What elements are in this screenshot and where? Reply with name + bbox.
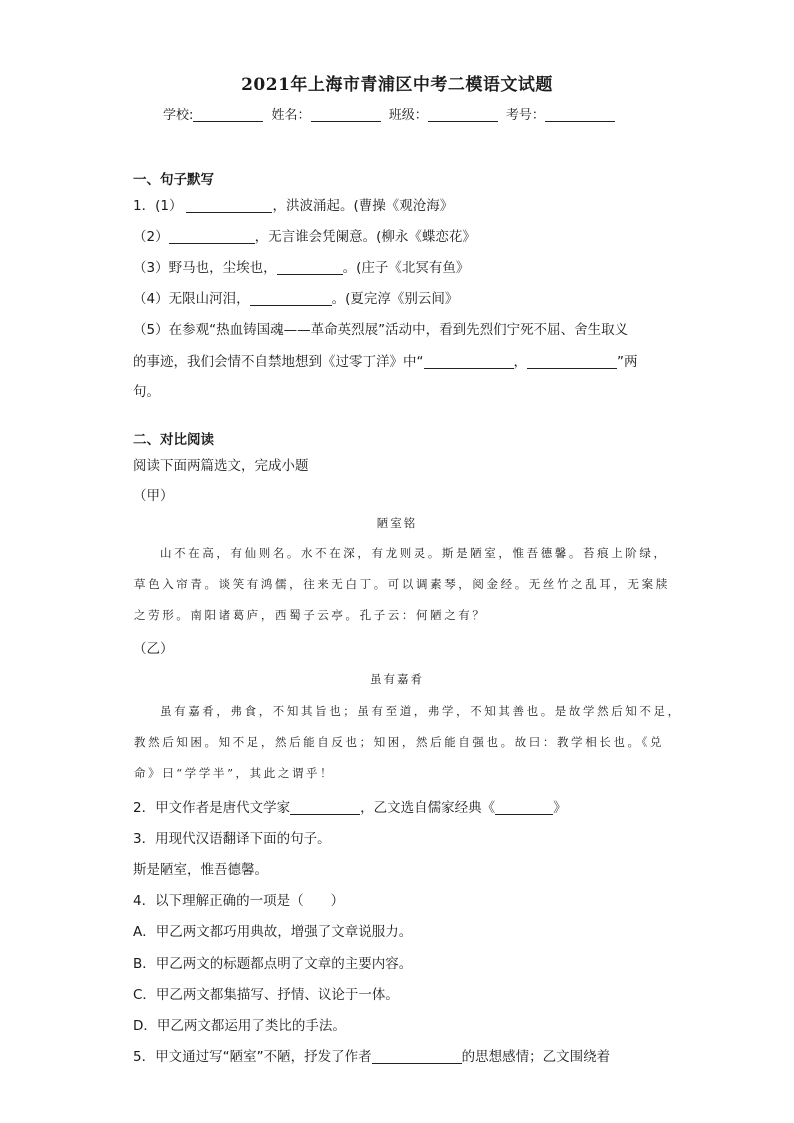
q2-suffix: 》 xyxy=(553,800,567,816)
passage-jia-line: 山不在高，有仙则名。水不在深，有龙则灵。斯是陋室，惟吾德馨。苔痕上阶绿， xyxy=(160,546,668,560)
school-blank[interactable] xyxy=(193,107,263,122)
question-1-2 xyxy=(133,225,476,245)
section2-heading: 二、对比阅读 xyxy=(133,432,214,448)
number-blank[interactable] xyxy=(545,107,615,122)
question-1-3 xyxy=(133,256,469,276)
question-1-5-line1: （5）在参观“热血铸国魂——革命英烈展”活动中，看到先烈们宁死不屈、舍生取义 xyxy=(133,322,629,338)
student-info-row xyxy=(163,104,619,123)
q2-blank-2[interactable] xyxy=(495,800,553,815)
passage-jia-line: 草色入帘青。谈笑有鸿儒，往来无白丁。可以调素琴，阅金经。无丝竹之乱耳，无案牍 xyxy=(134,577,670,591)
q1-5-blank-1[interactable] xyxy=(424,354,514,369)
question-3: 3．用现代汉语翻译下面的句子。 xyxy=(133,831,331,847)
class-blank[interactable] xyxy=(428,107,498,122)
passage-yi-title: 虽有嘉肴 xyxy=(370,672,424,686)
q1-2-blank[interactable] xyxy=(169,229,255,244)
q1-1-blank[interactable] xyxy=(186,198,272,213)
q2-prefix: 2．甲文作者是唐代文学家 xyxy=(133,800,291,816)
q1-3-prefix: （3）野马也，尘埃也， xyxy=(133,260,277,276)
question-1-4 xyxy=(133,287,458,307)
question-2 xyxy=(133,796,567,816)
class-label: 班级： xyxy=(388,108,428,123)
q1-5-prefix: 的事迹，我们会情不自禁地想到《过零丁洋》中“ xyxy=(133,354,424,370)
q2-middle: ，乙文选自儒家经典《 xyxy=(360,800,496,816)
passage-jia-label: （甲） xyxy=(133,488,174,504)
question-4-option-c[interactable]: C．甲乙两文都集描写、抒情、议论于一体。 xyxy=(133,987,399,1003)
question-4-option-b[interactable]: B．甲乙两文的标题都点明了文章的主要内容。 xyxy=(133,956,413,972)
passage-yi-label: （乙） xyxy=(133,641,174,657)
page-title: 2021年上海市青浦区中考二模语文试题 xyxy=(241,75,553,95)
question-4: 4．以下理解正确的一项是（ ） xyxy=(133,893,345,909)
q1-4-blank[interactable] xyxy=(250,291,332,306)
passage-yi-line: 教然后知困。知不足，然后能自反也；知困，然后能自强也。故曰：教学相长也。《兑 xyxy=(134,735,665,749)
q1-4-suffix: 。(夏完淳《别云间》 xyxy=(331,291,459,307)
q1-3-blank[interactable] xyxy=(277,260,343,275)
q2-blank-1[interactable] xyxy=(290,800,360,815)
question-1-5-line3: 句。 xyxy=(133,384,160,400)
q1-1-suffix: ，洪波涌起。(曹操《观沧海》 xyxy=(272,198,454,214)
question-4-option-a[interactable]: A．甲乙两文都巧用典故，增强了文章说服力。 xyxy=(133,924,413,940)
reading-intro: 阅读下面两篇选文，完成小题 xyxy=(133,458,309,474)
q1-4-prefix: （4）无限山河泪， xyxy=(133,291,250,307)
q1-5-suffix: ”两 xyxy=(617,354,638,370)
passage-jia-title: 陋室铭 xyxy=(376,516,418,530)
passage-jia-line: 之劳形。南阳诸葛庐，西蜀子云亭。孔子云：何陋之有？ xyxy=(134,608,487,622)
question-4-option-d[interactable]: D．甲乙两文都运用了类比的手法。 xyxy=(133,1018,346,1034)
school-label: 学校: xyxy=(163,108,194,123)
name-label: 姓名： xyxy=(271,108,311,123)
q5-suffix: 的思想感情；乙文围绕着 xyxy=(461,1049,611,1065)
q1-2-prefix: （2） xyxy=(133,229,169,245)
question-1-5-line2 xyxy=(133,350,638,370)
q1-2-suffix: ，无言谁会凭阑意。(柳永《蝶恋花》 xyxy=(254,229,476,245)
q1-5-separator: ， xyxy=(513,354,527,370)
q5-prefix: 5．甲文通过写“陋室”不陋，抒发了作者 xyxy=(133,1049,372,1065)
question-5 xyxy=(133,1045,610,1065)
q1-1-prefix: 1．(1） xyxy=(133,198,183,214)
q1-3-suffix: 。(庄子《北冥有鱼》 xyxy=(342,260,470,276)
name-blank[interactable] xyxy=(311,107,381,122)
question-1-1 xyxy=(133,194,453,214)
section1-heading: 一、句子默写 xyxy=(133,172,214,188)
q5-blank[interactable] xyxy=(372,1049,462,1064)
q1-5-blank-2[interactable] xyxy=(527,354,617,369)
question-3-sentence: 斯是陋室，惟吾德馨。 xyxy=(133,862,268,878)
passage-yi-line: 虽有嘉肴，弗食，不知其旨也；虽有至道，弗学，不知其善也。是故学然后知不足， xyxy=(160,704,682,718)
number-label: 考号： xyxy=(505,108,545,123)
passage-yi-line: 命》曰“学学半”，其此之谓乎！ xyxy=(134,766,335,780)
